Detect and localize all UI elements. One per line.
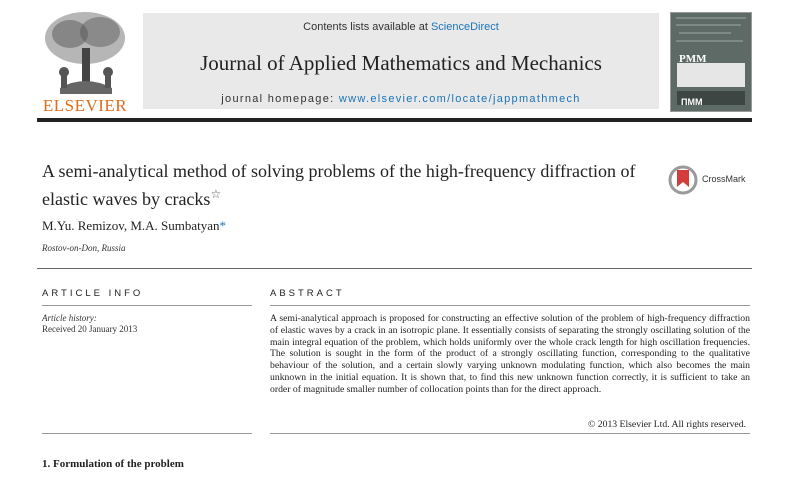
abstract-text: A semi-analytical approach is proposed for constructing an effective solution of the problem of high-frequency diffraction of elastic waves by a crack in an isotropic plane. It essentially consists of separating the strongly oscillating solution of the main integral equation of the problem, which holds uniformly over the whole crack length for high oscillation frequencies. The solution is sought in the form of the product of a strongly oscillating function, corresponding to the qualitative behaviour of the solution, and a certain slowly varying unknown modulating function, which also becomes the main unknown in the initial equation. It is shown that, to find this new unknown function correctly, it is sufficient to take an order of magnitude smaller number of collocation points than for the direct approach. <box>270 313 750 395</box>
abstract-rule <box>270 305 750 306</box>
copyright-notice: © 2013 Elsevier Ltd. All rights reserved. <box>587 419 746 430</box>
received-date: Received 20 January 2013 <box>42 324 138 334</box>
journal-title[interactable]: Journal of Applied Mathematics and Mechanics <box>200 51 602 75</box>
cover-title-top: PMM <box>679 53 707 65</box>
corresponding-author-mark[interactable]: * <box>219 218 227 233</box>
contents-prefix: Contents lists available at <box>303 21 428 33</box>
journal-banner <box>143 13 659 109</box>
affiliation: Rostov-on-Don, Russia <box>42 243 126 253</box>
homepage-line <box>143 93 659 105</box>
journal-cover[interactable] <box>670 12 752 112</box>
title-footnote-mark[interactable]: ☆ <box>210 187 222 201</box>
article-info-heading: ARTICLE INFO <box>42 288 144 299</box>
homepage-prefix: journal homepage: <box>221 93 335 105</box>
article-title-text: A semi-analytical method of solving problems of the high-frequency diffraction of elastic waves by cracks <box>42 161 636 209</box>
authors <box>42 218 226 234</box>
section-1-heading: 1. Formulation of the problem <box>42 458 184 470</box>
article-title <box>42 160 652 211</box>
elsevier-tree-icon <box>40 10 130 94</box>
cover-title-bottom: ПММ <box>681 97 703 107</box>
elsevier-logo[interactable] <box>38 10 132 114</box>
sciencedirect-link[interactable]: ScienceDirect <box>430 21 499 33</box>
article-info-rule <box>42 305 252 306</box>
article-info-bottom-rule <box>42 433 252 434</box>
article-history-label: Article history: <box>42 313 97 323</box>
author-names: M.Yu. Remizov, M.A. Sumbatyan <box>42 218 220 233</box>
elsevier-wordmark: ELSEVIER <box>42 96 128 115</box>
authors-divider <box>37 268 752 269</box>
crossmark-badge[interactable] <box>668 165 763 195</box>
abstract-bottom-rule <box>270 433 750 434</box>
contents-line <box>143 21 659 33</box>
header-divider <box>37 118 752 122</box>
homepage-link[interactable]: www.elsevier.com/locate/jappmathmech <box>338 93 581 105</box>
abstract-heading: ABSTRACT <box>270 288 345 299</box>
crossmark-icon <box>668 165 698 195</box>
crossmark-label: CrossMark <box>702 174 746 184</box>
